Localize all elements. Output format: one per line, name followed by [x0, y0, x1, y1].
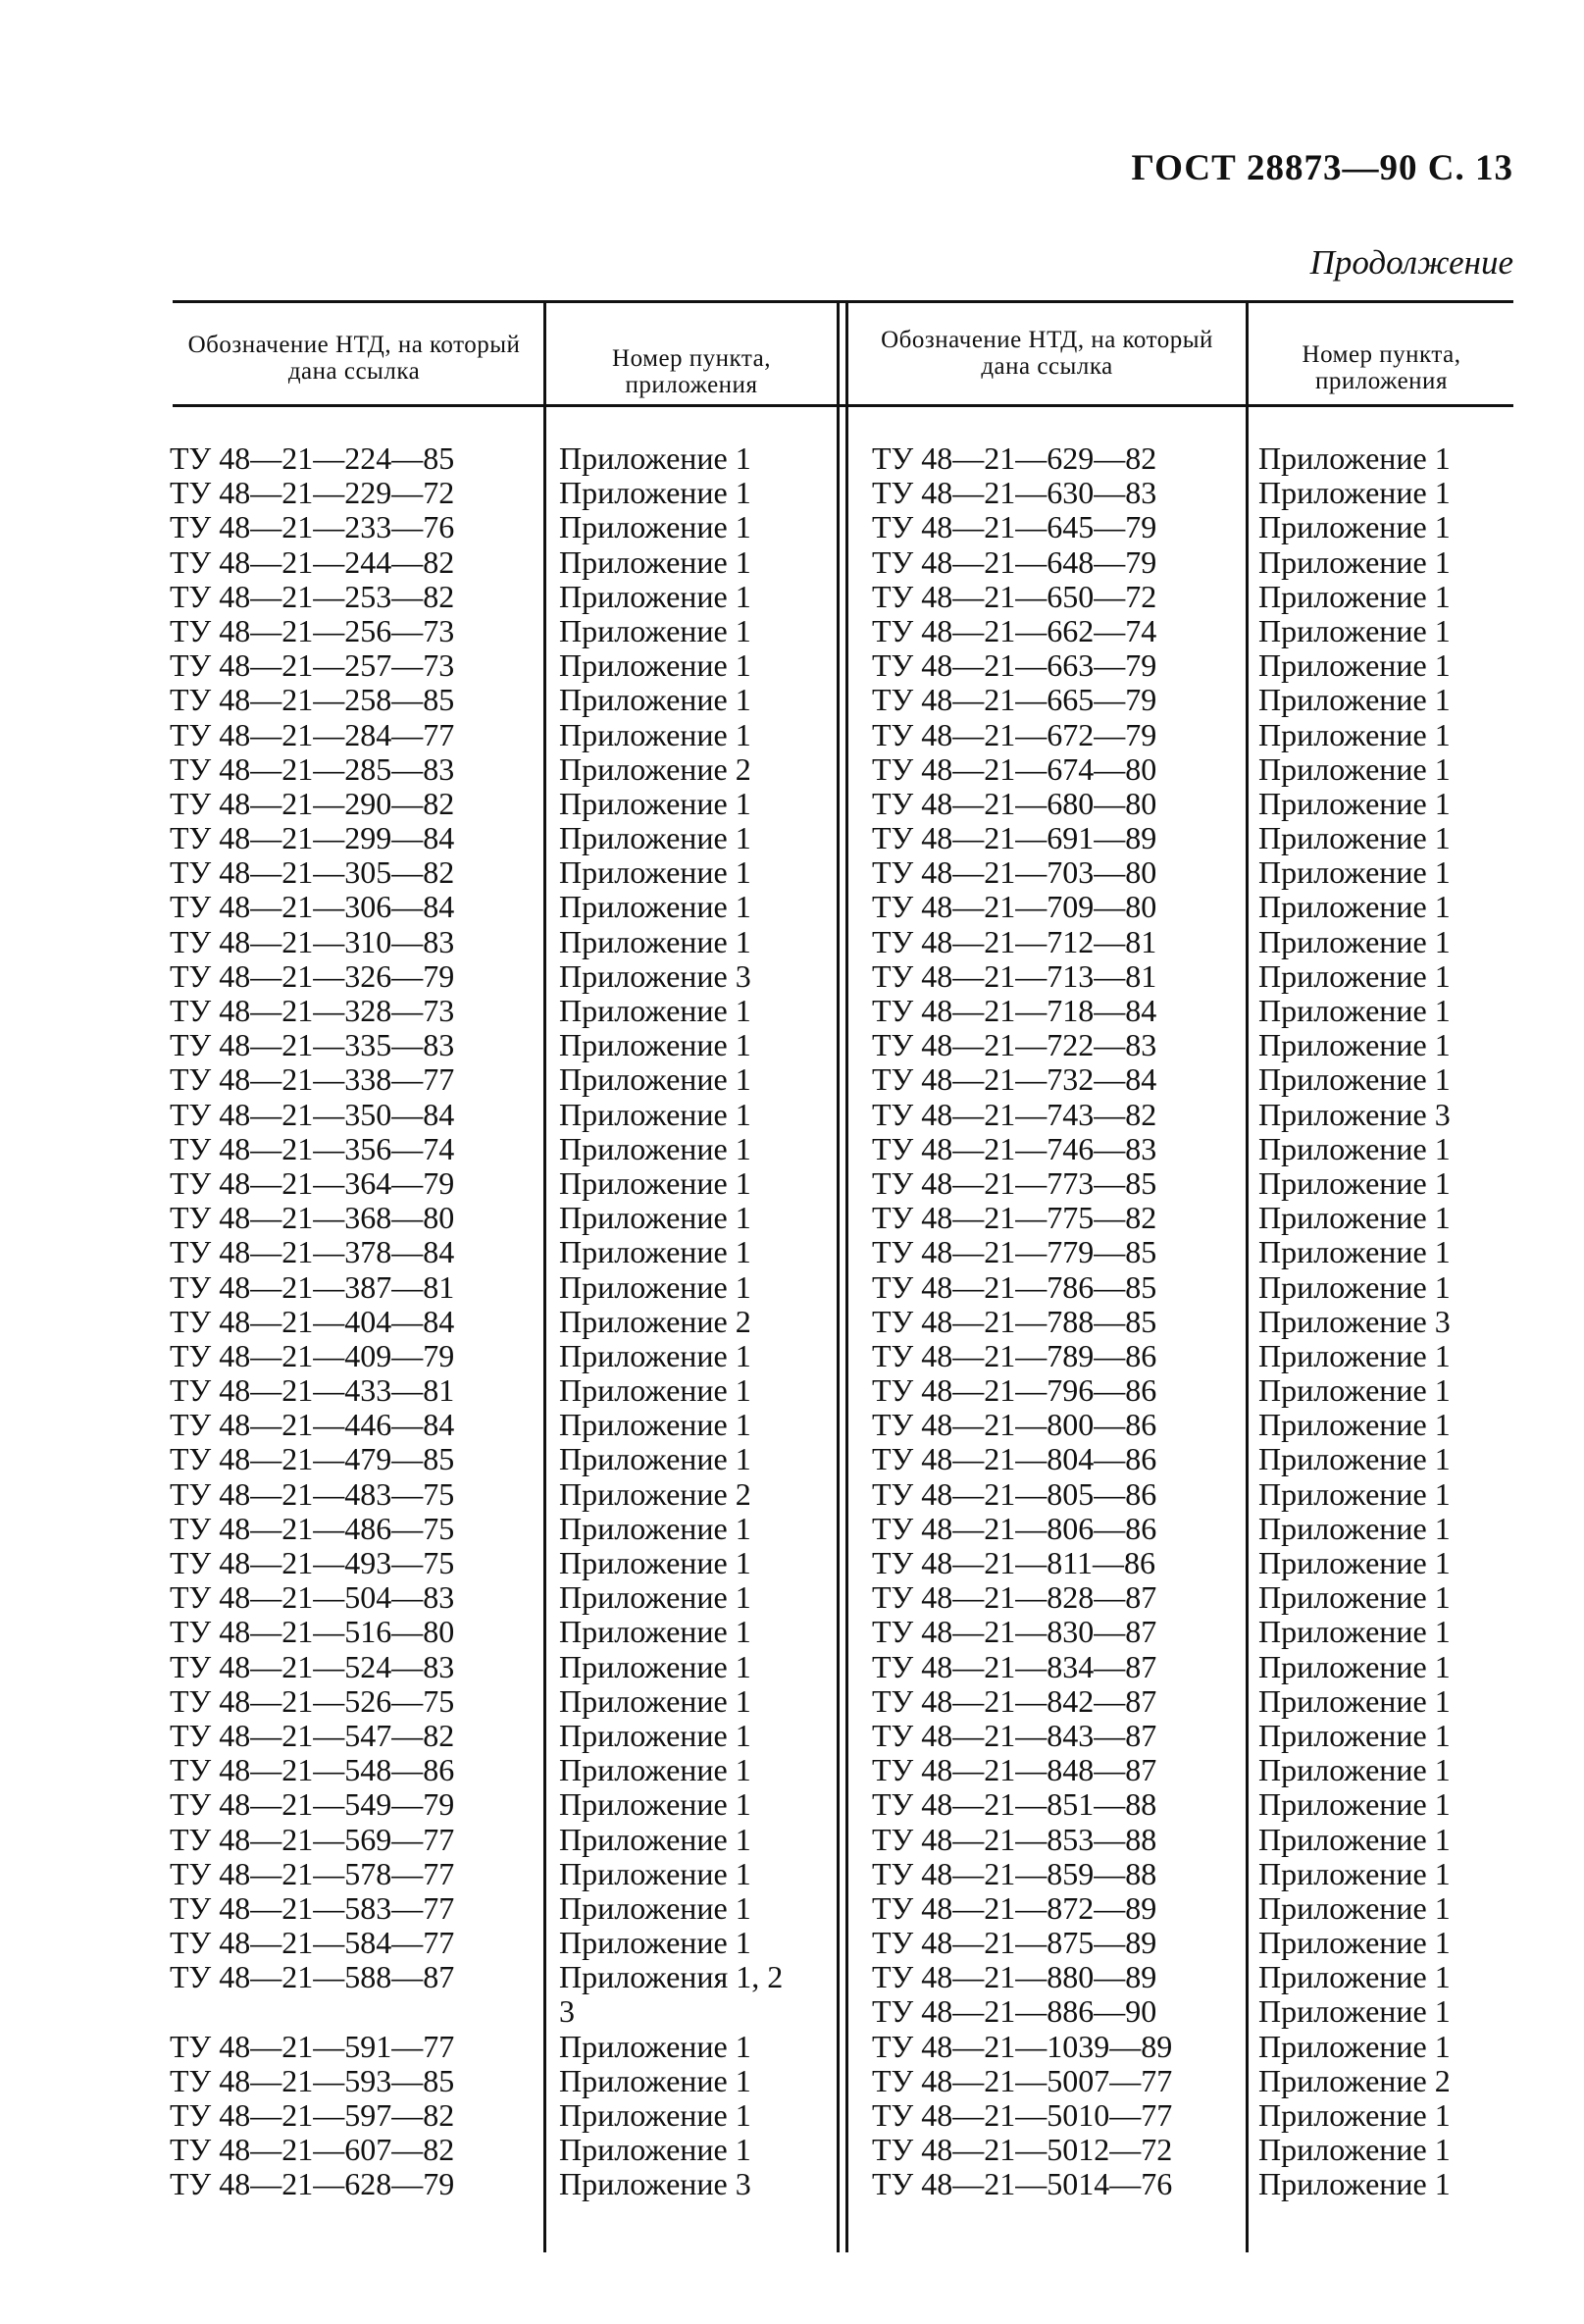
table-cell-appendix: Приложение 3 [1258, 1096, 1451, 1132]
table-cell-appendix: Приложение 1 [559, 1855, 751, 1891]
table-cell-designation: ТУ 48—21—630—83 [872, 475, 1157, 511]
table-cell-designation: ТУ 48—21—433—81 [170, 1372, 455, 1409]
table-cell-appendix: Приложение 1 [1258, 1752, 1451, 1788]
table-cell-designation: ТУ 48—21—842—87 [872, 1682, 1157, 1719]
table-cell-appendix: Приложение 1 [559, 2097, 751, 2134]
table-cell-appendix: Приложение 1 [559, 1337, 751, 1373]
table-cell-designation: ТУ 48—21—306—84 [170, 889, 455, 925]
column-divider [543, 300, 546, 2252]
table-cell-appendix: Приложение 1 [1258, 1821, 1451, 1857]
table-cell-designation: ТУ 48—21—645—79 [872, 509, 1157, 545]
table-cell-appendix: Приложение 2 [559, 1475, 751, 1512]
table-cell-designation: ТУ 48—21—229—72 [170, 475, 455, 511]
table-cell-designation: ТУ 48—21—5010—77 [872, 2097, 1173, 2133]
table-cell-designation: ТУ 48—21—788—85 [872, 1303, 1157, 1339]
table-cell-designation: ТУ 48—21—648—79 [872, 543, 1157, 580]
table-cell-appendix: Приложение 1 [559, 1372, 751, 1409]
table-cell-appendix: Приложение 1 [1258, 716, 1451, 752]
table-cell-appendix: Приложение 2 [1258, 2062, 1451, 2098]
table-cell-designation: ТУ 48—21—338—77 [170, 1061, 455, 1098]
table-cell-designation: ТУ 48—21—607—82 [170, 2132, 455, 2168]
table-cell-designation: ТУ 48—21—253—82 [170, 578, 455, 614]
table-cell-appendix: Приложение 1 [1258, 1855, 1451, 1891]
table-cell-designation: ТУ 48—21—328—73 [170, 993, 455, 1028]
table-cell-designation: ТУ 48—21—703—80 [872, 854, 1157, 891]
table-cell-designation: ТУ 48—21—804—86 [872, 1441, 1157, 1477]
table-cell-designation: ТУ 48—21—244—82 [170, 543, 455, 580]
table-cell-appendix: Приложение 1 [1258, 647, 1451, 684]
table-cell-designation: ТУ 48—21—830—87 [872, 1614, 1157, 1650]
table-cell-appendix: Приложение 1 [1258, 1200, 1451, 1236]
column-divider-double [845, 300, 848, 2252]
table-cell-appendix: Приложение 1 [559, 1164, 751, 1201]
header-item-right: Номер пункта, приложения [1302, 341, 1461, 394]
header-ntd-left: Обозначение НТД, на который дана ссылка [187, 332, 521, 385]
table-cell-designation: ТУ 48—21—722—83 [872, 1027, 1157, 1063]
table-cell-appendix: Приложения 1, 2 3 [559, 1959, 784, 2030]
table-cell-appendix: Приложение 1 [1258, 2166, 1451, 2202]
table-cell-designation: ТУ 48—21—483—75 [170, 1475, 455, 1512]
table-cell-designation: ТУ 48—21—886—90 [872, 1993, 1157, 2030]
table-cell-appendix: Приложение 1 [559, 993, 751, 1028]
table-cell-designation: ТУ 48—21—834—87 [872, 1648, 1157, 1684]
table-cell-designation: ТУ 48—21—526—75 [170, 1682, 455, 1719]
table-cell-appendix: Приложение 1 [1258, 1234, 1451, 1270]
table-cell-designation: ТУ 48—21—256—73 [170, 612, 455, 648]
table-cell-appendix: Приложение 1 [559, 1510, 751, 1546]
table-cell-designation: ТУ 48—21—709—80 [872, 889, 1157, 925]
table-cell-appendix: Приложение 1 [1258, 2097, 1451, 2133]
table-cell-appendix: Приложение 1 [559, 2062, 751, 2098]
table-cell-appendix: Приложение 1 [559, 785, 751, 821]
table-cell-appendix: Приложение 1 [559, 889, 751, 925]
table-cell-designation: ТУ 48—21—387—81 [170, 1268, 455, 1305]
table-cell-appendix: Приложение 1 [1258, 750, 1451, 787]
table-cell-designation: ТУ 48—21—597—82 [170, 2097, 455, 2134]
table-cell-appendix: Приложение 1 [1258, 682, 1451, 718]
table-cell-designation: ТУ 48—21—662—74 [872, 612, 1157, 648]
table-cell-designation: ТУ 48—21—404—84 [170, 1303, 455, 1339]
table-cell-appendix: Приложение 1 [1258, 1959, 1451, 1995]
table-cell-appendix: Приложение 1 [559, 475, 751, 511]
table-cell-designation: ТУ 48—21—746—83 [872, 1130, 1157, 1166]
table-cell-appendix: Приложение 1 [1258, 923, 1451, 959]
table-cell-designation: ТУ 48—21—479—85 [170, 1441, 455, 1477]
table-cell-appendix: Приложение 1 [559, 1545, 751, 1580]
table-cell-designation: ТУ 48—21—718—84 [872, 993, 1157, 1028]
table-cell-appendix: Приложение 1 [1258, 889, 1451, 925]
table-cell-appendix: Приложение 1 [559, 1648, 751, 1684]
table-cell-appendix: Приложение 1 [559, 1200, 751, 1236]
table-cell-designation: ТУ 48—21—446—84 [170, 1407, 455, 1443]
header-item-left: Номер пункта, приложения [612, 345, 771, 398]
table-cell-designation: ТУ 48—21—680—80 [872, 785, 1157, 821]
table-cell-appendix: Приложение 1 [1258, 993, 1451, 1028]
table-cell-appendix: Приложение 1 [559, 2132, 751, 2168]
table-cell-designation: ТУ 48—21—691—89 [872, 820, 1157, 856]
table-cell-designation: ТУ 48—21—290—82 [170, 785, 455, 821]
table-cell-designation: ТУ 48—21—310—83 [170, 923, 455, 959]
table-cell-appendix: Приложение 1 [1258, 1407, 1451, 1443]
table-cell-designation: ТУ 48—21—516—80 [170, 1614, 455, 1650]
table-cell-appendix: Приложение 1 [559, 647, 751, 684]
table-cell-appendix: Приложение 1 [1258, 1717, 1451, 1753]
table-cell-appendix: Приложение 1 [1258, 1993, 1451, 2030]
table-cell-appendix: Приложение 1 [559, 1234, 751, 1270]
table-cell-appendix: Приложение 1 [559, 578, 751, 614]
left-ref-column [559, 441, 785, 2202]
table-cell-designation: ТУ 48—21—548—86 [170, 1752, 455, 1788]
table-cell-appendix: Приложение 1 [559, 1027, 751, 1063]
table-cell-appendix: Приложение 1 [1258, 1441, 1451, 1477]
table-cell-designation: ТУ 48—21—257—73 [170, 647, 455, 684]
table-cell-designation: ТУ 48—21—486—75 [170, 1510, 455, 1546]
table-cell-designation: ТУ 48—21—356—74 [170, 1130, 455, 1166]
header-ntd-right: Обозначение НТД, на который дана ссылка [881, 327, 1213, 380]
table-cell-designation: ТУ 48—21—233—76 [170, 509, 455, 545]
table-cell-appendix: Приложение 1 [1258, 2132, 1451, 2168]
table-cell-designation: ТУ 48—21—743—82 [872, 1096, 1157, 1132]
table-cell-designation: ТУ 48—21—588—87 [170, 1959, 455, 1995]
table-cell-appendix: Приложение 1 [1258, 785, 1451, 821]
table-cell-designation: ТУ 48—21—880—89 [872, 1959, 1157, 1995]
table-cell-appendix: Приложение 1 [559, 1096, 751, 1132]
table-cell-appendix: Приложение 1 [559, 543, 751, 580]
table-cell-designation: ТУ 48—21—364—79 [170, 1164, 455, 1201]
table-cell-designation: ТУ 48—21—524—83 [170, 1648, 455, 1684]
table-top-rule [173, 300, 1513, 303]
table-cell-designation: ТУ 48—21—872—89 [872, 1889, 1157, 1926]
table-cell-appendix: Приложение 1 [559, 1889, 751, 1926]
table-cell-designation: ТУ 48—21—5007—77 [872, 2062, 1173, 2098]
table-cell-appendix: Приложение 1 [559, 1061, 751, 1098]
table-cell-designation: ТУ 48—21—712—81 [872, 923, 1157, 959]
table-cell-designation: ТУ 48—21—672—79 [872, 716, 1157, 752]
table-cell-designation: ТУ 48—21—224—85 [170, 440, 455, 476]
table-cell-designation: ТУ 48—21—368—80 [170, 1200, 455, 1236]
table-cell-appendix: Приложение 2 [559, 1303, 751, 1339]
table-cell-designation: ТУ 48—21—828—87 [872, 1579, 1157, 1616]
table-cell-designation: ТУ 48—21—335—83 [170, 1027, 455, 1063]
table-cell-designation: ТУ 48—21—584—77 [170, 1925, 455, 1961]
table-cell-appendix: Приложение 1 [1258, 1786, 1451, 1823]
table-cell-designation: ТУ 48—21—549—79 [170, 1786, 455, 1823]
table-cell-appendix: Приложение 1 [1258, 612, 1451, 648]
table-cell-designation: ТУ 48—21—806—86 [872, 1510, 1157, 1546]
table-cell-designation: ТУ 48—21—350—84 [170, 1096, 455, 1132]
table-cell-appendix: Приложение 1 [559, 716, 751, 752]
right-ref-column [1258, 441, 1451, 2202]
table-cell-designation: ТУ 48—21—629—82 [872, 440, 1157, 476]
table-cell-designation: ТУ 48—21—732—84 [872, 1061, 1157, 1098]
table-cell-appendix: Приложение 1 [1258, 1510, 1451, 1546]
table-cell-designation: ТУ 48—21—1039—89 [872, 2028, 1173, 2064]
table-cell-designation: ТУ 48—21—583—77 [170, 1889, 455, 1926]
table-cell-appendix: Приложение 1 [559, 820, 751, 856]
table-cell-appendix: Приложение 1 [1258, 1614, 1451, 1650]
table-cell-appendix: Приложение 1 [1258, 509, 1451, 545]
table-cell-appendix: Приложение 1 [1258, 1130, 1451, 1166]
table-cell-designation: ТУ 48—21—299—84 [170, 820, 455, 856]
table-cell-appendix: Приложение 1 [1258, 1475, 1451, 1512]
table-cell-designation: ТУ 48—21—578—77 [170, 1855, 455, 1891]
table-cell-appendix: Приложение 1 [1258, 957, 1451, 994]
table-cell-appendix: Приложение 1 [1258, 854, 1451, 891]
table-cell-designation: ТУ 48—21—851—88 [872, 1786, 1157, 1823]
table-cell-appendix: Приложение 3 [1258, 1303, 1451, 1339]
table-cell-appendix: Приложение 1 [1258, 1925, 1451, 1961]
page-header: ГОСТ 28873—90 С. 13 [1131, 148, 1513, 188]
table-cell-designation: ТУ 48—21—258—85 [170, 682, 455, 718]
table-cell-designation: ТУ 48—21—789—86 [872, 1337, 1157, 1373]
table-cell-designation: ТУ 48—21—674—80 [872, 750, 1157, 787]
column-divider [1246, 300, 1249, 2252]
table-cell-appendix: Приложение 1 [559, 854, 751, 891]
table-cell-appendix: Приложение 2 [559, 750, 751, 787]
table-cell-appendix: Приложение 1 [1258, 475, 1451, 511]
table-cell-appendix: Приложение 1 [559, 1786, 751, 1823]
table-cell-designation: ТУ 48—21—5012—72 [872, 2132, 1173, 2168]
table-cell-designation: ТУ 48—21—591—77 [170, 2028, 455, 2064]
continuation-label: Продолжение [1309, 243, 1513, 282]
table-cell-designation: ТУ 48—21—859—88 [872, 1855, 1157, 1891]
table-cell-appendix: Приложение 1 [1258, 1372, 1451, 1409]
table-cell-appendix: Приложение 1 [1258, 1061, 1451, 1098]
table-cell-designation: ТУ 48—21—805—86 [872, 1475, 1157, 1512]
table-cell-appendix: Приложение 1 [1258, 1682, 1451, 1719]
table-cell-appendix: Приложение 1 [559, 1579, 751, 1616]
table-cell-designation: ТУ 48—21—848—87 [872, 1752, 1157, 1788]
table-cell-appendix: Приложение 1 [559, 440, 751, 476]
table-cell-appendix: Приложение 1 [1258, 1545, 1451, 1580]
table-cell-designation: ТУ 48—21—875—89 [872, 1925, 1157, 1961]
table-cell-appendix: Приложение 1 [1258, 1164, 1451, 1201]
table-cell-designation: ТУ 48—21—284—77 [170, 716, 455, 752]
table-cell-appendix: Приложение 3 [559, 2166, 751, 2202]
table-cell-appendix: Приложение 1 [1258, 820, 1451, 856]
table-cell-appendix: Приложение 1 [559, 509, 751, 545]
left-code-column [170, 441, 454, 2202]
table-cell-designation: ТУ 48—21—800—86 [872, 1407, 1157, 1443]
table-cell-designation: ТУ 48—21—853—88 [872, 1821, 1157, 1857]
table-cell-designation: ТУ 48—21—786—85 [872, 1268, 1157, 1305]
table-cell-appendix: Приложение 1 [1258, 440, 1451, 476]
table-cell-appendix: Приложение 1 [1258, 2028, 1451, 2064]
table-cell-appendix: Приложение 3 [559, 957, 751, 994]
table-cell-appendix: Приложение 1 [559, 1614, 751, 1650]
table-cell-designation: ТУ 48—21—773—85 [872, 1164, 1157, 1201]
table-cell-appendix: Приложение 1 [1258, 1268, 1451, 1305]
table-cell-appendix: Приложение 1 [559, 1925, 751, 1961]
table-cell-appendix: Приложение 1 [559, 612, 751, 648]
table-cell-designation: ТУ 48—21—305—82 [170, 854, 455, 891]
table-cell-appendix: Приложение 1 [1258, 1648, 1451, 1684]
table-cell-appendix: Приложение 1 [1258, 1337, 1451, 1373]
table-cell-designation: ТУ 48—21—5014—76 [872, 2166, 1173, 2202]
table-cell-appendix: Приложение 1 [559, 1752, 751, 1788]
table-cell-appendix: Приложение 1 [1258, 578, 1451, 614]
table-cell-appendix: Приложение 1 [559, 1717, 751, 1753]
table-cell-designation: ТУ 48—21—409—79 [170, 1337, 455, 1373]
table-header-rule [173, 404, 1513, 407]
table-cell-designation: ТУ 48—21—569—77 [170, 1821, 455, 1857]
table-cell-appendix: Приложение 1 [559, 923, 751, 959]
table-cell-appendix: Приложение 1 [559, 1682, 751, 1719]
table-cell-appendix: Приложение 1 [1258, 1889, 1451, 1926]
right-code-column [872, 441, 1172, 2202]
table-cell-designation: ТУ 48—21—713—81 [872, 957, 1157, 994]
table-cell-appendix: Приложение 1 [559, 2028, 751, 2064]
table-cell-designation: ТУ 48—21—779—85 [872, 1234, 1157, 1270]
table-cell-designation: ТУ 48—21—628—79 [170, 2166, 455, 2202]
table-cell-designation: ТУ 48—21—811—86 [872, 1545, 1156, 1580]
table-cell-designation: ТУ 48—21—843—87 [872, 1717, 1157, 1753]
table-cell-appendix: Приложение 1 [559, 682, 751, 718]
table-cell-designation: ТУ 48—21—650—72 [872, 578, 1157, 614]
table-cell-designation: ТУ 48—21—326—79 [170, 957, 455, 994]
table-cell-designation: ТУ 48—21—547—82 [170, 1717, 455, 1753]
table-cell-appendix: Приложение 1 [559, 1407, 751, 1443]
table-cell-designation: ТУ 48—21—285—83 [170, 750, 455, 787]
table-cell-appendix: Приложение 1 [1258, 1027, 1451, 1063]
table-cell-designation: ТУ 48—21—796—86 [872, 1372, 1157, 1409]
table-cell-appendix: Приложение 1 [1258, 1579, 1451, 1616]
table-cell-appendix: Приложение 1 [559, 1130, 751, 1166]
table-cell-designation: ТУ 48—21—378—84 [170, 1234, 455, 1270]
table-cell-appendix: Приложение 1 [559, 1821, 751, 1857]
table-cell-designation: ТУ 48—21—593—85 [170, 2062, 455, 2098]
table-cell-designation: ТУ 48—21—504—83 [170, 1579, 455, 1616]
table-cell-appendix: Приложение 1 [1258, 543, 1451, 580]
column-divider-double [837, 300, 840, 2252]
table-cell-appendix: Приложение 1 [559, 1268, 751, 1305]
table-cell-designation: ТУ 48—21—775—82 [872, 1200, 1157, 1236]
table-cell-designation: ТУ 48—21—665—79 [872, 682, 1157, 718]
table-cell-designation: ТУ 48—21—493—75 [170, 1545, 455, 1580]
table-cell-appendix: Приложение 1 [559, 1441, 751, 1477]
table-cell-designation: ТУ 48—21—663—79 [872, 647, 1157, 684]
